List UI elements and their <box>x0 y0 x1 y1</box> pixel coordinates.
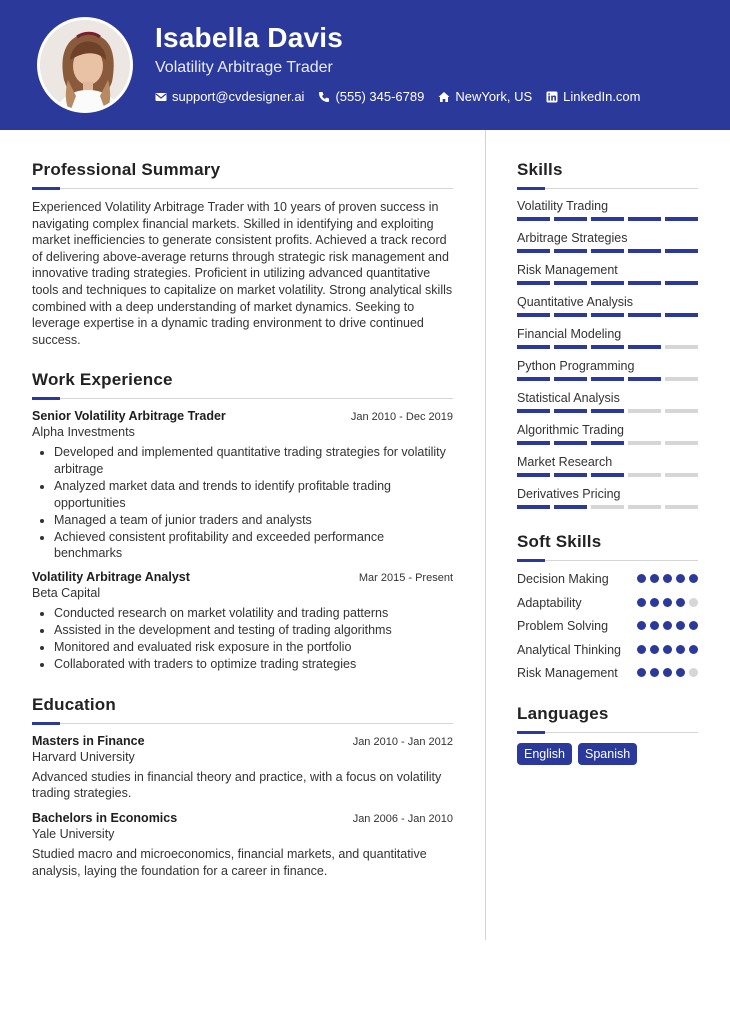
skill-level-segment <box>628 217 661 221</box>
job-company: Alpha Investments <box>32 425 135 440</box>
phone-icon <box>318 91 330 103</box>
job-dates: Jan 2010 - Dec 2019 <box>350 411 453 424</box>
job-bullets <box>32 605 453 673</box>
job-company: Beta Capital <box>32 586 101 600</box>
section-rule <box>517 732 698 733</box>
degree-title: Masters in Finance <box>32 733 145 748</box>
skill-level-segment <box>665 281 698 285</box>
right-column <box>517 160 698 765</box>
left-column <box>32 160 453 879</box>
skills-heading: Skills <box>517 160 563 179</box>
skill-level-segment <box>665 505 698 509</box>
rating-dot <box>663 574 672 583</box>
rating-dot <box>637 574 646 583</box>
section-rule <box>517 188 698 189</box>
skill-level-segment <box>554 217 587 221</box>
soft-skill-name: Problem Solving <box>517 619 609 633</box>
candidate-title: Volatility Arbitrage Trader <box>155 59 333 76</box>
skill-level-segment <box>517 281 550 285</box>
contact-email[interactable] <box>155 89 304 104</box>
linkedin-text: LinkedIn.com <box>563 89 641 104</box>
contact-phone[interactable] <box>318 89 424 104</box>
skill-level-segment <box>665 345 698 349</box>
contact-location <box>438 89 532 104</box>
skill-level-bar <box>517 281 698 285</box>
skill-name: Derivatives Pricing <box>517 487 621 501</box>
job-bullet: • Managed a team of junior traders and analysts <box>54 512 453 529</box>
skill-level-segment <box>554 473 587 477</box>
soft-skills-list <box>517 571 698 682</box>
soft-skill-item <box>517 642 698 659</box>
summary-section <box>32 160 453 348</box>
skill-level-segment <box>591 441 624 445</box>
job-bullet: • Analyzed market data and trends to identify profitable trading opportunities <box>54 478 453 511</box>
soft-skill-name: Risk Management <box>517 666 618 680</box>
job-bullet: • Collaborated with traders to optimize trading strategies <box>54 656 453 673</box>
skill-level-bar <box>517 441 698 445</box>
skill-level-segment <box>517 313 550 317</box>
degree-description: Studied macro and microeconomics, financial markets, and quantitative analysis, laying the foundation for a career in finance. <box>32 847 427 878</box>
skill-level-segment <box>591 505 624 509</box>
column-divider <box>485 130 486 940</box>
rating-dot <box>650 598 659 607</box>
location-text: NewYork, US <box>455 89 533 104</box>
skill-level-segment <box>517 441 550 445</box>
rating-dot <box>689 668 698 677</box>
skill-level-segment <box>628 313 661 317</box>
contact-row <box>155 89 641 104</box>
degree-title: Bachelors in Economics <box>32 811 178 826</box>
rating-dot <box>637 668 646 677</box>
envelope-icon <box>155 91 167 103</box>
soft-skill-rating <box>637 645 698 654</box>
skill-name: Algorithmic Trading <box>517 423 624 437</box>
skill-level-segment <box>554 249 587 253</box>
job-bullet: • Developed and implemented quantitative trading strategies for volatility arbitrage <box>54 444 453 477</box>
skill-level-segment <box>665 409 698 413</box>
section-rule <box>32 398 453 399</box>
skill-name: Risk Management <box>517 263 618 277</box>
soft-skills-heading: Soft Skills <box>517 532 602 551</box>
skill-level-segment <box>665 313 698 317</box>
soft-skill-item <box>517 571 698 588</box>
skill-level-segment <box>554 377 587 381</box>
skill-level-segment <box>554 505 587 509</box>
skill-level-segment <box>591 249 624 253</box>
skill-level-segment <box>554 313 587 317</box>
skill-level-bar <box>517 345 698 349</box>
skill-level-segment <box>628 473 661 477</box>
skill-name: Financial Modeling <box>517 327 622 341</box>
rating-dot <box>689 621 698 630</box>
skill-level-segment <box>665 441 698 445</box>
rating-dot <box>676 645 685 654</box>
skill-level-segment <box>517 409 550 413</box>
rating-dot <box>663 668 672 677</box>
skill-level-segment <box>628 345 661 349</box>
profile-photo <box>37 17 133 113</box>
skill-level-segment <box>554 345 587 349</box>
skill-item <box>517 391 698 413</box>
skill-level-segment <box>591 409 624 413</box>
experience-section <box>32 370 453 673</box>
rating-dot <box>650 621 659 630</box>
skill-level-segment <box>665 377 698 381</box>
job-bullet: • Assisted in the development and testing of trading algorithms <box>54 622 453 639</box>
skill-level-segment <box>628 249 661 253</box>
rating-dot <box>663 645 672 654</box>
skill-level-segment <box>517 473 550 477</box>
rating-dot <box>676 574 685 583</box>
skill-item <box>517 231 698 253</box>
experience-heading: Work Experience <box>32 370 173 390</box>
education-entry <box>32 734 453 802</box>
rating-dot <box>689 645 698 654</box>
skill-level-segment <box>517 217 550 221</box>
skill-name: Quantitative Analysis <box>517 295 634 309</box>
soft-skill-item <box>517 665 698 682</box>
skill-level-segment <box>665 473 698 477</box>
section-rule <box>517 560 698 561</box>
rating-dot <box>637 621 646 630</box>
skill-name: Volatility Trading <box>517 199 609 213</box>
school-name: Yale University <box>32 827 115 842</box>
rating-dot <box>650 645 659 654</box>
soft-skill-name: Analytical Thinking <box>517 642 621 657</box>
skill-item <box>517 455 698 477</box>
rating-dot <box>650 574 659 583</box>
skill-level-segment <box>628 377 661 381</box>
candidate-name: Isabella Davis <box>155 22 344 53</box>
language-tag: English <box>517 743 572 765</box>
job-dates: Mar 2015 - Present <box>358 572 453 584</box>
rating-dot <box>689 574 698 583</box>
job-bullet: • Monitored and evaluated risk exposure in the portfolio <box>54 639 453 656</box>
languages-heading: Languages <box>517 703 609 723</box>
skill-level-segment <box>591 377 624 381</box>
soft-skill-name: Decision Making <box>517 572 609 586</box>
skill-level-bar <box>517 249 698 253</box>
soft-skill-rating <box>637 621 698 630</box>
soft-skill-rating <box>637 668 698 677</box>
resume-header <box>0 0 730 130</box>
job-entry <box>32 409 453 562</box>
skill-item <box>517 423 698 445</box>
skill-item <box>517 199 698 221</box>
skill-level-segment <box>554 409 587 413</box>
phone-text: (555) 345-6789 <box>335 89 425 104</box>
soft-skill-name: Adaptability <box>517 595 582 610</box>
rating-dot <box>689 598 698 607</box>
soft-skill-rating <box>637 574 698 583</box>
education-entry <box>32 811 453 879</box>
skill-item <box>517 327 698 349</box>
education-section <box>32 695 453 879</box>
skill-level-bar <box>517 473 698 477</box>
school-name: Harvard University <box>32 749 135 764</box>
skill-level-segment <box>554 281 587 285</box>
rating-dot <box>637 598 646 607</box>
skill-level-segment <box>591 281 624 285</box>
skill-level-segment <box>554 441 587 445</box>
skill-item <box>517 295 698 317</box>
skill-name: Python Programming <box>517 359 635 373</box>
skill-level-segment <box>628 505 661 509</box>
rating-dot <box>676 621 685 630</box>
skill-level-segment <box>591 313 624 317</box>
section-rule <box>32 188 453 189</box>
rating-dot <box>637 645 646 654</box>
job-entry <box>32 570 453 673</box>
language-tag: Spanish <box>578 743 637 765</box>
skill-level-segment <box>591 345 624 349</box>
linkedin-icon <box>546 91 558 103</box>
section-rule <box>32 723 453 724</box>
skill-level-segment <box>517 377 550 381</box>
skill-level-segment <box>517 505 550 509</box>
soft-skill-item <box>517 595 698 612</box>
rating-dot <box>663 598 672 607</box>
skill-name: Statistical Analysis <box>517 391 620 405</box>
rating-dot <box>663 621 672 630</box>
skill-item <box>517 487 698 509</box>
skill-level-bar <box>517 377 698 381</box>
skill-level-bar <box>517 505 698 509</box>
skill-level-segment <box>665 217 698 221</box>
skill-level-segment <box>517 249 550 253</box>
soft-skill-item <box>517 618 698 635</box>
summary-heading: Professional Summary <box>32 160 221 179</box>
person-photo-icon <box>40 20 133 113</box>
soft-skills-section <box>517 532 698 682</box>
contact-linkedin[interactable] <box>546 89 640 104</box>
skill-level-segment <box>591 217 624 221</box>
skill-level-segment <box>591 473 624 477</box>
job-title: Volatility Arbitrage Analyst <box>32 570 190 584</box>
rating-dot <box>676 668 685 677</box>
languages-section <box>517 704 698 765</box>
skills-section <box>517 160 698 509</box>
degree-dates: Jan 2006 - Jan 2010 <box>352 813 453 826</box>
skill-level-bar <box>517 409 698 413</box>
skill-item <box>517 359 698 381</box>
skill-name: Market Research <box>517 455 613 469</box>
degree-description: Advanced studies in financial theory and practice, with a focus on volatility trading strategies. <box>32 769 442 801</box>
skill-level-segment <box>628 409 661 413</box>
rating-dot <box>676 598 685 607</box>
skill-level-segment <box>665 249 698 253</box>
job-bullet: • Achieved consistent profitability and exceeded performance benchmarks <box>54 529 453 562</box>
summary-text: Experienced Volatility Arbitrage Trader with 10 years of proven success in navigating complex financial markets. Skilled in identifying and exploiting market inefficiencies to generate consistent profits. Achieved a track record of delivering above-average returns through strategic risk management and innovative trading strategies. Proficient in utilizing advanced quantitative tools and techniques to capitalize on market volatility. Strong analytical skills combined with a deep understanding of market dynamics. Seeking to leverage expertise in a dynamic trading environment to drive continued success. <box>32 200 453 347</box>
skills-list <box>517 199 698 509</box>
skill-level-segment <box>628 281 661 285</box>
degree-dates: Jan 2010 - Jan 2012 <box>352 735 453 748</box>
job-bullet: • Conducted research on market volatility and trading patterns <box>54 605 453 622</box>
skill-level-segment <box>517 345 550 349</box>
email-text: support@cvdesigner.ai <box>172 89 305 104</box>
rating-dot <box>650 668 659 677</box>
skill-item <box>517 263 698 285</box>
skill-level-bar <box>517 313 698 317</box>
job-title: Senior Volatility Arbitrage Trader <box>32 409 226 424</box>
soft-skill-rating <box>637 598 698 607</box>
home-icon <box>438 91 450 103</box>
skill-level-bar <box>517 217 698 221</box>
job-bullets <box>32 444 453 562</box>
skill-level-segment <box>628 441 661 445</box>
languages-list <box>517 743 698 765</box>
education-heading: Education <box>32 694 116 714</box>
skill-name: Arbitrage Strategies <box>517 231 628 245</box>
